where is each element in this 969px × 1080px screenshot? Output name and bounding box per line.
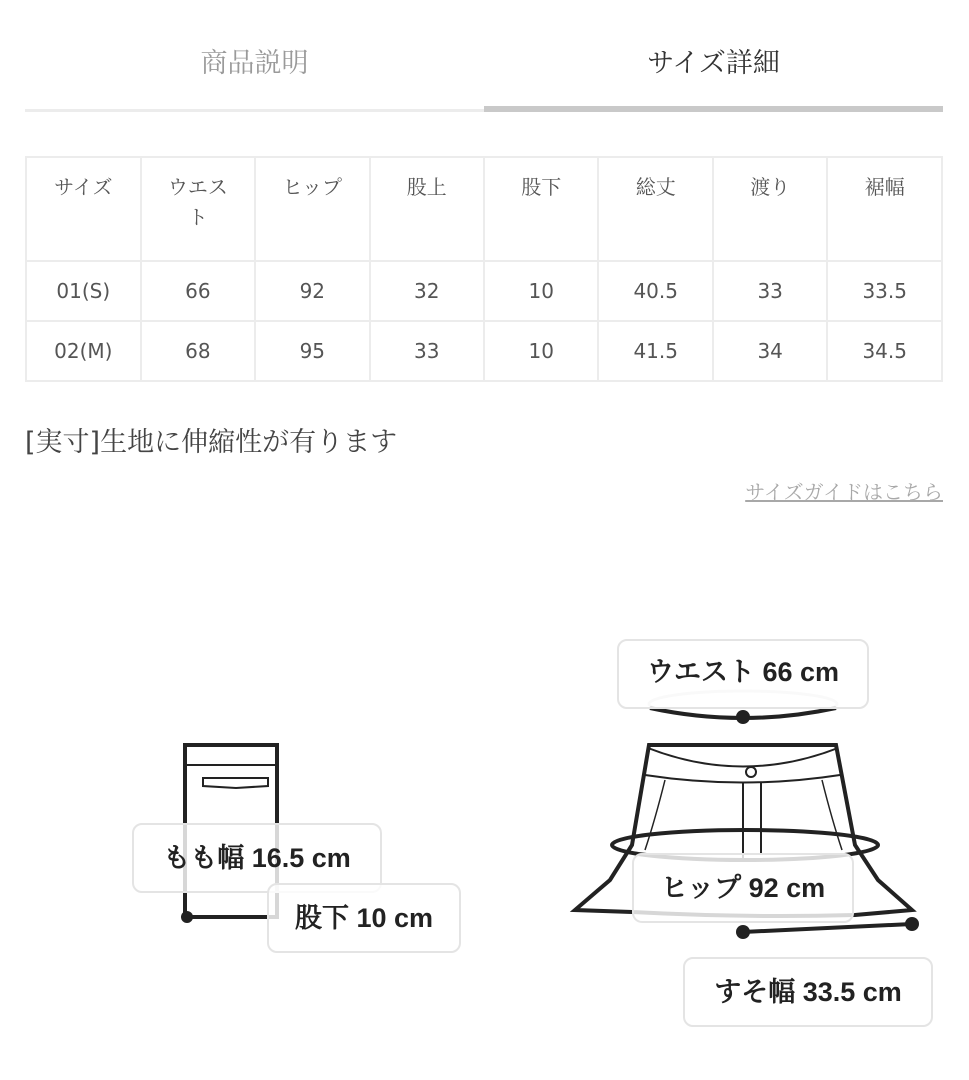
hip-label: ヒップ 92 cm	[632, 853, 854, 923]
cell: 33	[370, 321, 484, 381]
cell: 34.5	[827, 321, 942, 381]
header-hem: 裾幅	[827, 157, 942, 261]
cell: 10	[484, 261, 598, 321]
table-header-row	[26, 157, 942, 261]
cell: 92	[255, 261, 369, 321]
header-size: サイズ	[26, 157, 141, 261]
cell: 33.5	[827, 261, 942, 321]
tab-product-description[interactable]: 商品説明	[25, 0, 484, 112]
cell: 33	[713, 261, 827, 321]
table-row	[26, 321, 942, 381]
header-waist: ウエスト	[141, 157, 255, 261]
cell: 10	[484, 321, 598, 381]
cell: 40.5	[598, 261, 712, 321]
cell: 01(S)	[26, 261, 141, 321]
size-guide-link[interactable]: サイズガイドはこちら	[745, 480, 943, 504]
cell: 68	[141, 321, 255, 381]
header-thigh: 渡り	[713, 157, 827, 261]
tab-size-details[interactable]: サイズ詳細	[484, 0, 943, 112]
header-rise: 股上	[370, 157, 484, 261]
table-row	[26, 261, 942, 321]
header-inseam: 股下	[484, 157, 598, 261]
cell: 32	[370, 261, 484, 321]
cell: 34	[713, 321, 827, 381]
cell: 66	[141, 261, 255, 321]
cell: 41.5	[598, 321, 712, 381]
header-hip: ヒップ	[255, 157, 369, 261]
hem-width-label: すそ幅 33.5 cm	[683, 957, 933, 1027]
cell: 95	[255, 321, 369, 381]
inseam-label: 股下 10 cm	[267, 883, 461, 953]
cell: 02(M)	[26, 321, 141, 381]
tab-bar	[25, 0, 943, 112]
header-length: 総丈	[598, 157, 712, 261]
waist-label: ウエスト 66 cm	[617, 639, 869, 709]
size-table	[25, 156, 943, 382]
stretch-note: [実寸]生地に伸縮性が有ります	[25, 427, 398, 458]
thigh-width-label: もも幅 16.5 cm	[132, 823, 382, 893]
